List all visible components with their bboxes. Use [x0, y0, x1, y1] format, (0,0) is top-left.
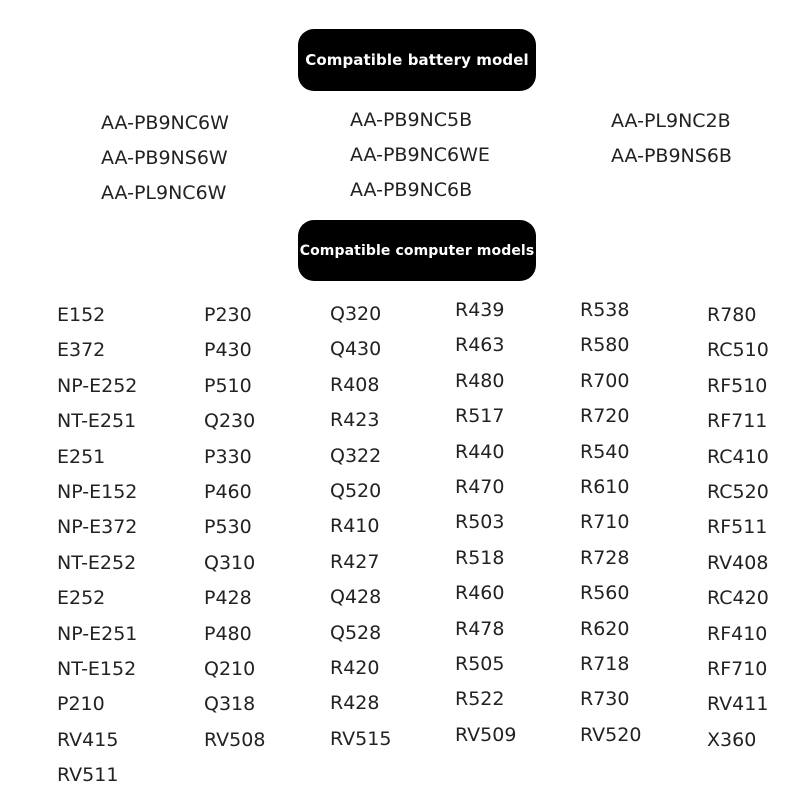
battery-model: AA-PB9NC5B: [350, 109, 473, 131]
computer-column-6: [707, 298, 769, 758]
computer-model: RF510: [707, 374, 768, 397]
computer-model: R518: [455, 546, 505, 569]
computer-model: R700: [580, 369, 630, 392]
computer-model: R478: [455, 617, 505, 640]
battery-model: AA-PL9NC2B: [611, 110, 731, 132]
computer-model: R470: [455, 475, 505, 498]
computer-model: RF410: [707, 622, 768, 645]
computer-model: E152: [57, 304, 106, 326]
computer-model: R463: [455, 334, 505, 357]
computer-model: R560: [580, 582, 630, 605]
computer-model: R780: [707, 304, 757, 326]
computer-model: R620: [580, 617, 630, 640]
computer-model: NP-E372: [57, 516, 138, 539]
computer-model: Q520: [330, 479, 382, 502]
computer-model: P510: [204, 374, 252, 397]
battery-model: AA-PB9NC6B: [350, 179, 473, 201]
computer-model: RF710: [707, 657, 768, 680]
computer-model: R730: [580, 688, 630, 711]
computer-model: P460: [204, 480, 252, 503]
computer-column-5: [580, 293, 641, 753]
computer-model: R540: [580, 440, 630, 463]
computer-model: RV411: [707, 693, 769, 716]
computer-model: RC410: [707, 445, 769, 468]
battery-model: AA-PB9NS6W: [101, 147, 228, 169]
computer-model: P230: [204, 304, 252, 326]
computer-model: R410: [330, 515, 380, 538]
battery-column-3: [611, 104, 732, 174]
computer-model: P480: [204, 622, 252, 645]
computer-model: NT-E252: [57, 551, 137, 574]
battery-column-1: [101, 106, 229, 211]
computer-model: R720: [580, 405, 630, 428]
computer-model: P210: [57, 693, 105, 716]
computer-model: RF511: [707, 516, 768, 539]
computer-model: R728: [580, 546, 630, 569]
computer-model: NP-E251: [57, 622, 138, 645]
computer-model: Q210: [204, 657, 256, 680]
computer-model: R408: [330, 373, 380, 396]
computer-model: R517: [455, 405, 505, 428]
computer-model: NT-E251: [57, 410, 137, 433]
computer-model: R427: [330, 550, 380, 573]
computer-model: X360: [707, 728, 757, 751]
computer-section-title: Compatible computer models: [298, 220, 536, 281]
computer-model: RC420: [707, 587, 769, 610]
computer-model: RV509: [455, 723, 517, 746]
computer-model: NP-E252: [57, 374, 138, 397]
computer-model: Q428: [330, 586, 382, 609]
computer-model: RV415: [57, 728, 119, 751]
battery-column-2: [350, 103, 490, 208]
computer-model: RV508: [204, 728, 266, 751]
battery-model: AA-PB9NC6WE: [350, 144, 490, 166]
battery-model: AA-PL9NC6W: [101, 182, 227, 204]
battery-section-title: Compatible battery model: [298, 29, 536, 91]
computer-model: P330: [204, 445, 252, 468]
computer-model: RV408: [707, 551, 769, 574]
computer-model: Q528: [330, 621, 382, 644]
computer-model: RV515: [330, 727, 392, 750]
computer-model: Q310: [204, 551, 256, 574]
computer-model: R580: [580, 334, 630, 357]
computer-model: R440: [455, 440, 505, 463]
computer-column-2: [204, 298, 265, 758]
computer-model: RC520: [707, 480, 769, 503]
computer-model: Q230: [204, 410, 256, 433]
computer-model: Q318: [204, 693, 256, 716]
computer-model: P430: [204, 339, 252, 362]
computer-model: R522: [455, 688, 505, 711]
computer-column-4: [455, 293, 516, 753]
computer-model: E372: [57, 339, 106, 362]
computer-model: R480: [455, 369, 505, 392]
computer-model: R538: [580, 299, 630, 321]
computer-model: RC510: [707, 339, 769, 362]
computer-model: R423: [330, 409, 380, 432]
battery-model: AA-PB9NC6W: [101, 112, 229, 134]
computer-model: Q430: [330, 338, 382, 361]
computer-model: RF711: [707, 410, 768, 433]
computer-model: R460: [455, 582, 505, 605]
computer-model: R420: [330, 656, 380, 679]
computer-model: R503: [455, 511, 505, 534]
computer-model: R710: [580, 511, 630, 534]
battery-model: AA-PB9NS6B: [611, 145, 732, 167]
computer-model: RV511: [57, 764, 119, 787]
computer-model: R610: [580, 475, 630, 498]
computer-model: P530: [204, 516, 252, 539]
computer-model: E252: [57, 587, 106, 610]
computer-model: E251: [57, 445, 106, 468]
computer-model: R718: [580, 652, 630, 675]
computer-model: RV520: [580, 723, 642, 746]
computer-model: P428: [204, 587, 252, 610]
computer-model: NP-E152: [57, 480, 138, 503]
computer-column-3: [330, 297, 391, 757]
computer-model: R428: [330, 692, 380, 715]
computer-model: Q320: [330, 303, 382, 325]
computer-model: Q322: [330, 444, 382, 467]
computer-model: R439: [455, 299, 505, 321]
computer-model: NT-E152: [57, 657, 137, 680]
computer-column-1: [57, 298, 137, 793]
computer-model: R505: [455, 652, 505, 675]
